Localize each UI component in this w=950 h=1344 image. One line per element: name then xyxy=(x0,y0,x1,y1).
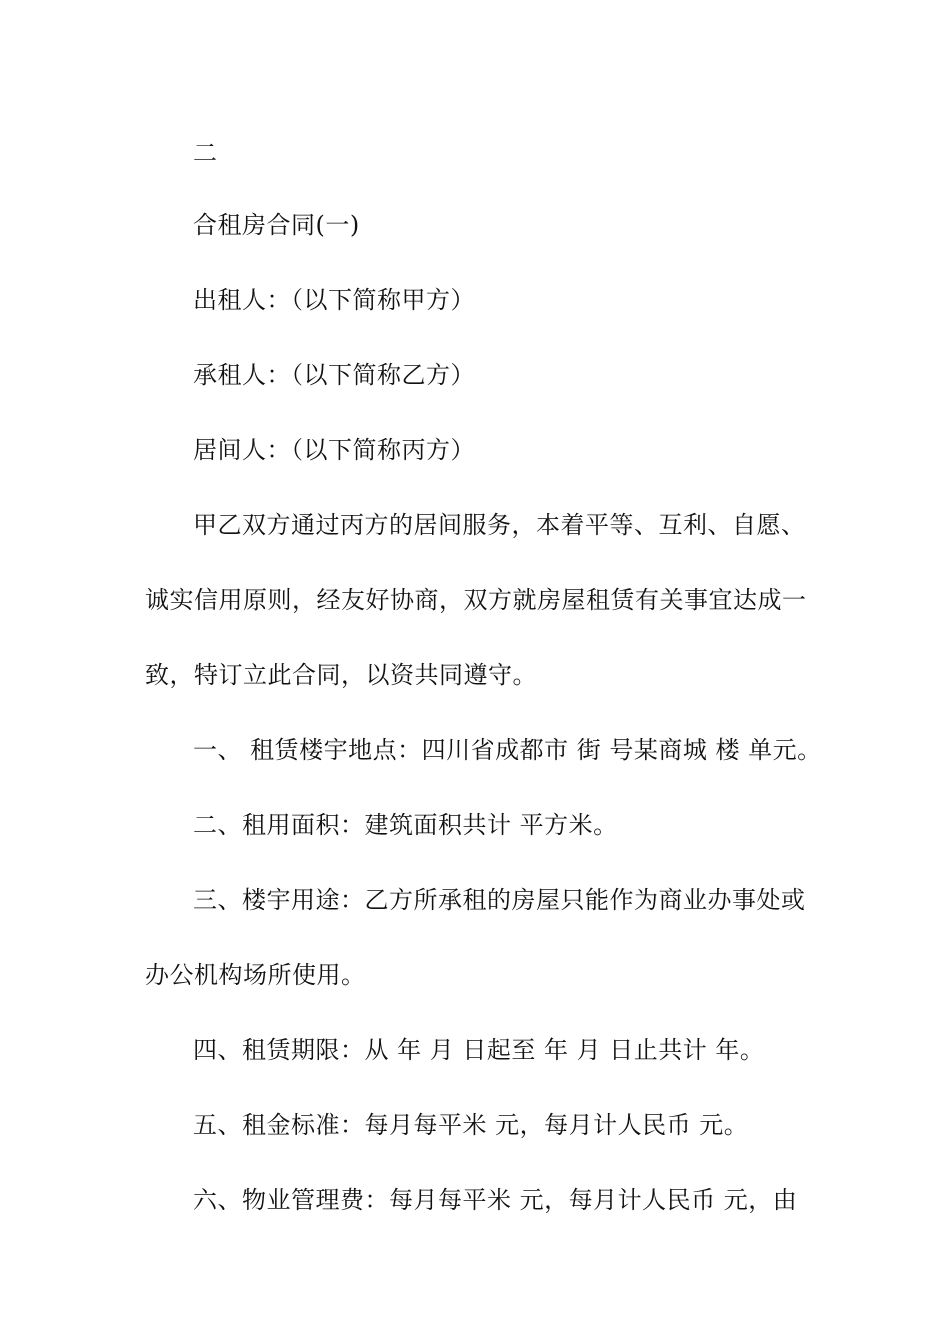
preamble-line-2: 诚实信用原则，经友好协商，双方就房屋租赁有关事宜达成一 xyxy=(145,586,807,614)
clause-3-line-2: 办公机构场所使用。 xyxy=(145,961,366,989)
contract-title: 合租房合同(一) xyxy=(193,211,360,239)
preamble-line-1: 甲乙双方通过丙方的居间服务，本着平等、互利、自愿、 xyxy=(193,511,806,539)
clause-3-line-1: 三、楼宇用途：乙方所承租的房屋只能作为商业办事处或 xyxy=(193,886,806,914)
lessor-line: 出租人：（以下简称甲方） xyxy=(193,286,475,314)
clause-6: 六、物业管理费：每月每平米 元，每月计人民币 元，由 xyxy=(193,1186,798,1214)
intermediary-line: 居间人：（以下简称丙方） xyxy=(193,436,475,464)
preamble-line-3: 致，特订立此合同，以资共同遵守。 xyxy=(145,661,537,689)
clause-2: 二、租用面积：建筑面积共计 平方米。 xyxy=(193,811,618,839)
section-number: 二 xyxy=(193,139,218,167)
lessee-line: 承租人：（以下简称乙方） xyxy=(193,361,475,389)
clause-1: 一、 租赁楼宇地点：四川省成都市 街 号某商城 楼 单元。 xyxy=(193,736,822,764)
clause-4: 四、租赁期限：从 年 月 日起至 年 月 日止共计 年。 xyxy=(193,1036,765,1064)
clause-5: 五、租金标准：每月每平米 元，每月计人民币 元。 xyxy=(193,1111,749,1139)
